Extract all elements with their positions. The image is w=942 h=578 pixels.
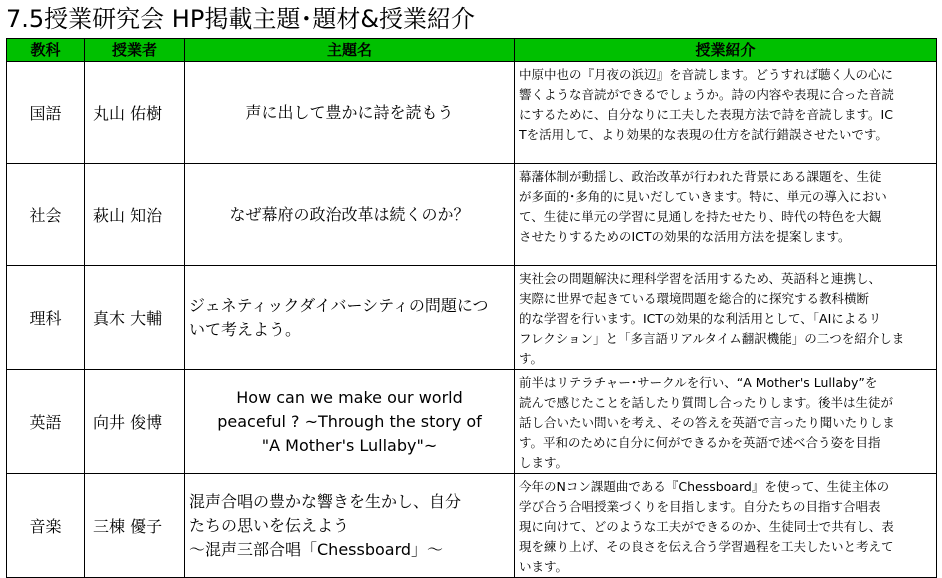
table-row <box>7 164 937 266</box>
header-teacher: 授業者 <box>85 39 185 62</box>
intro-line: す。 <box>519 351 544 366</box>
theme-line: peaceful ? ~Through the story of <box>217 411 482 431</box>
header-subject: 教科 <box>7 39 85 62</box>
intro-line: 今年のNコン課題曲である『Chessboard』を使って、生徒主体の <box>519 479 890 494</box>
header-intro: 授業紹介 <box>515 39 937 62</box>
intro-line: 読んで感じたことを話したり質問し合ったりします。後半は生徒が <box>519 395 894 410</box>
intro-line: 現を練り上げ、その良さを伝え合う学習過程を工夫したいと考えて <box>519 539 894 554</box>
table-header-row <box>7 39 937 62</box>
intro-cell <box>515 62 937 164</box>
theme-cell <box>185 474 515 578</box>
theme-line: 声に出して豊かに詩を読もう <box>245 102 454 122</box>
theme-line: "A Mother's Lullaby"~ <box>261 435 438 455</box>
intro-line: 学び合う合唱授業づくりを目指します。自分たちの目指す合唱表 <box>519 499 881 514</box>
table-row <box>7 474 937 578</box>
theme-line: いて考えよう。 <box>189 319 302 339</box>
subject-cell: 国語 <box>7 62 85 164</box>
intro-line: 中原中也の『月夜の浜辺』を音読します。どうすれば聴く人の心に <box>519 67 894 82</box>
lesson-table <box>6 38 937 578</box>
teacher-cell: 向井 俊博 <box>85 370 185 474</box>
theme-cell <box>185 62 515 164</box>
theme-line: How can we make our world <box>236 387 463 407</box>
table-row <box>7 266 937 370</box>
subject-cell: 英語 <box>7 370 85 474</box>
theme-line: ジェネティックダイバーシティの問題につ <box>189 295 489 315</box>
intro-line: フレクション」と「多言語リアルタイム翻訳機能」の二つを紹介しま <box>519 331 905 346</box>
intro-line: 前半はリテラチャー･サークルを行い、“A Mother's Lullaby”を <box>519 375 878 390</box>
intro-line: 的な学習を行います。ICTの効果的な利活用として、「AIによるリ <box>519 311 882 326</box>
table-row <box>7 370 937 474</box>
intro-line: 幕藩体制が動揺し、政治改革が行われた背景にある課題を、生徒 <box>519 169 882 184</box>
intro-cell <box>515 164 937 266</box>
intro-cell <box>515 370 937 474</box>
teacher-cell: 丸山 佑樹 <box>85 62 185 164</box>
intro-line: す。平和のために自分に何ができるかを英語で述べ合う姿を目指 <box>519 435 881 450</box>
intro-line: させたりするためのICTの効果的な活用方法を提案します。 <box>519 229 851 244</box>
intro-line: います。 <box>519 559 569 574</box>
intro-line: て、生徒に単元の学習に見通しを持たせたり、時代の特色を大観 <box>519 209 882 224</box>
intro-cell <box>515 266 937 370</box>
theme-cell <box>185 370 515 474</box>
intro-line: 現に向けて、どのような工夫ができるのか、生徒同士で共有し、表 <box>519 519 894 534</box>
teacher-cell: 三棟 優子 <box>85 474 185 578</box>
theme-cell <box>185 164 515 266</box>
theme-line: たちの思いを伝えよう <box>189 515 350 535</box>
intro-line: 実社会の問題解決に理科学習を活用するため、英語科と連携し、 <box>519 271 882 286</box>
intro-line: Tを活用して、より効果的な表現の仕方を試行錯誤させたいです。 <box>519 127 888 142</box>
intro-line: 響くような音読ができるでしょうか。詩の内容や表現に合った音読 <box>519 87 894 102</box>
page-title: 7.5授業研究会 HP掲載主題･題材&授業紹介 <box>6 5 476 33</box>
table-row <box>7 62 937 164</box>
theme-cell <box>185 266 515 370</box>
subject-cell: 社会 <box>7 164 85 266</box>
subject-cell: 理科 <box>7 266 85 370</box>
intro-line: 話し合いたい問いを考え、その答えを英語で言ったり聞いたりしま <box>519 415 895 430</box>
theme-line: ～混声三部合唱「Chessboard」～ <box>189 539 444 559</box>
intro-line: 実際に世界で起きている環境問題を総合的に探究する教科横断 <box>519 291 870 306</box>
intro-line: にするために、自分なりに工夫した表現方法で詩を音読します。IC <box>519 107 893 122</box>
theme-line: なぜ幕府の政治改革は続くのか？ <box>229 204 470 224</box>
teacher-cell: 真木 大輔 <box>85 266 185 370</box>
subject-cell: 音楽 <box>7 474 85 578</box>
header-theme: 主題名 <box>185 39 515 62</box>
intro-cell <box>515 474 937 578</box>
theme-line: 混声合唱の豊かな響きを生かし、自分 <box>189 491 462 511</box>
intro-line: します。 <box>519 455 569 470</box>
teacher-cell: 萩山 知治 <box>85 164 185 266</box>
intro-line: が多面的･多角的に見いだしていきます。特に、単元の導入におい <box>519 189 887 204</box>
